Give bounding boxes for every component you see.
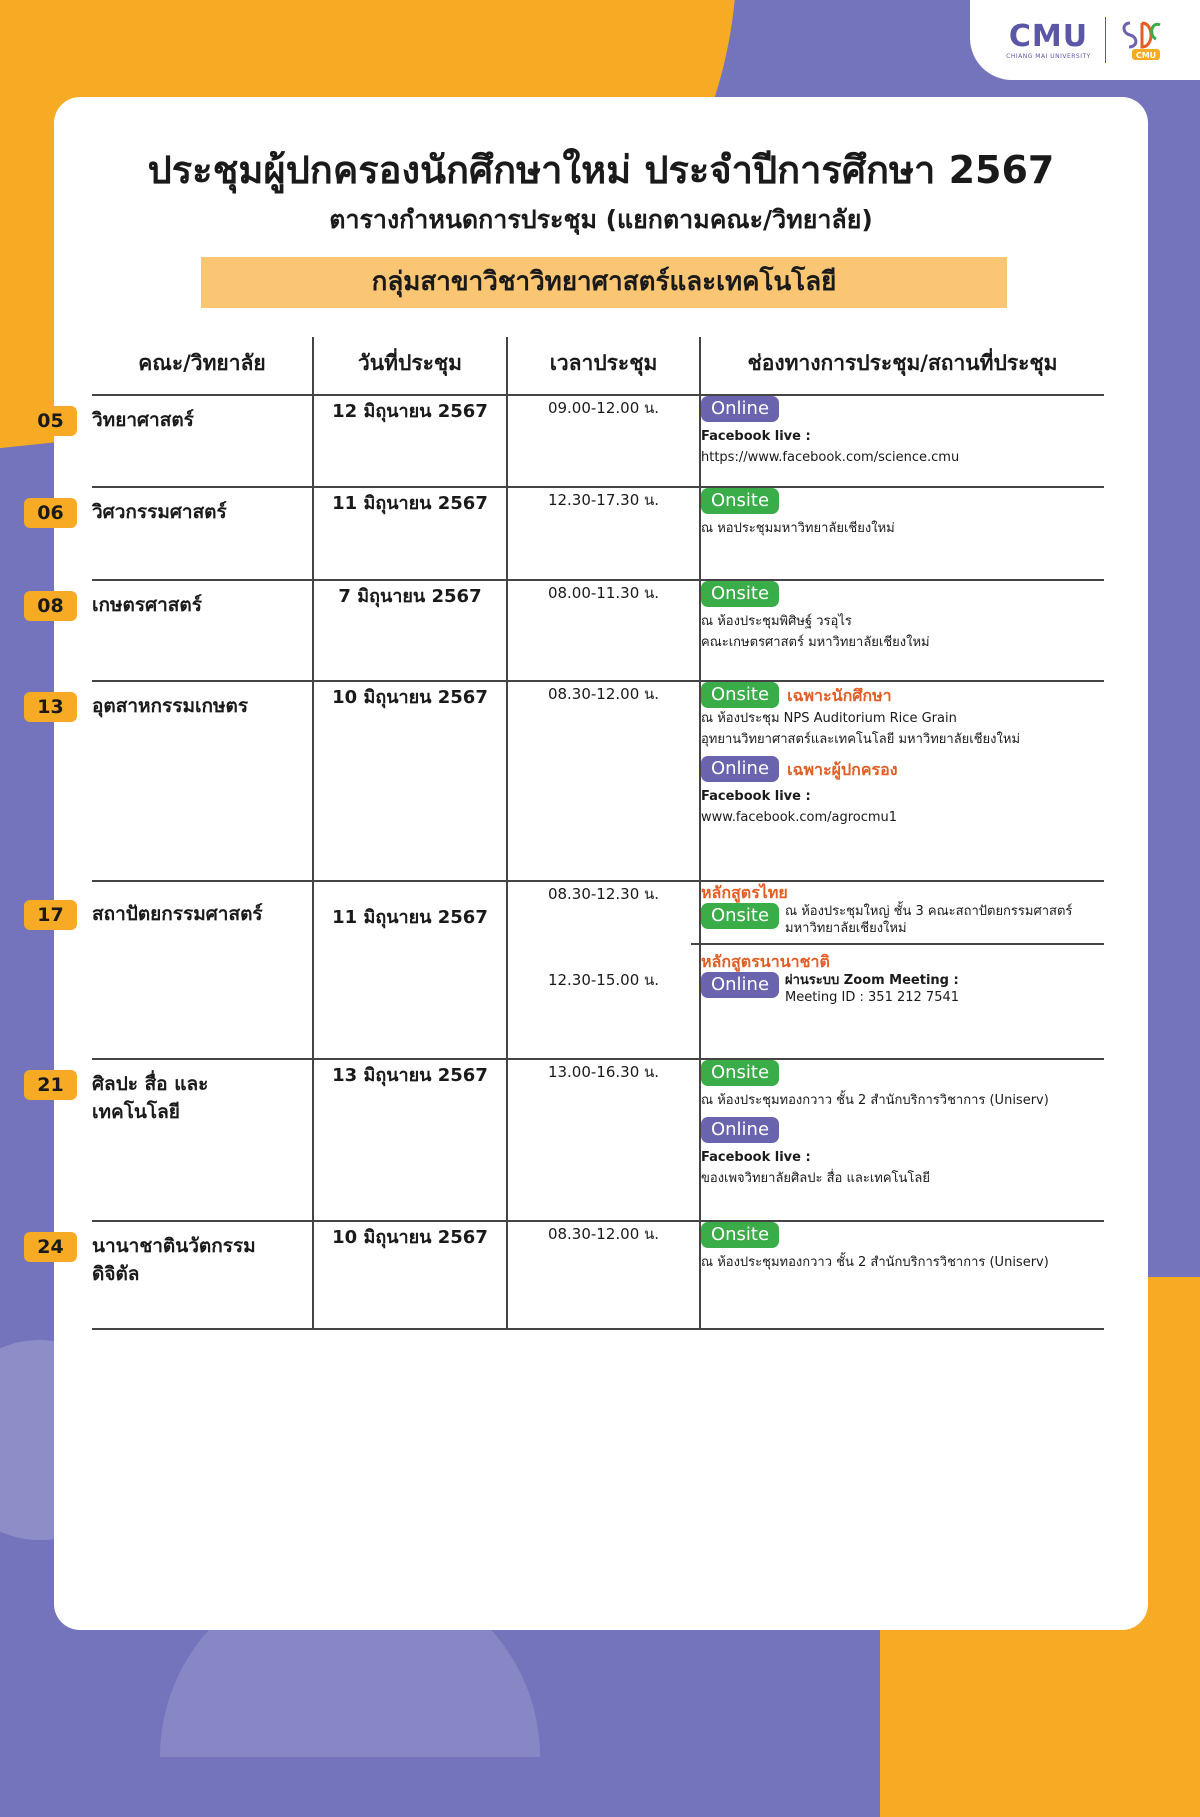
channel-link[interactable]: https://www.facebook.com/science.cmu	[701, 450, 960, 465]
date-cell: 13 มิถุนายน 2567	[313, 1059, 507, 1221]
faculty-code-badge: 17	[24, 900, 77, 930]
channel-cell	[700, 1221, 1104, 1329]
table-row	[92, 881, 1104, 1059]
page-title: ประชุมผู้ปกครองนักศึกษาใหม่ ประจำปีการศึกษา 2567	[147, 148, 1055, 192]
time-cell: 08.30-12.00 น.	[507, 1221, 700, 1329]
onsite-tag: Onsite	[701, 682, 779, 708]
program-divider	[691, 943, 1104, 1006]
schedule-table	[37, 337, 1104, 1330]
time-slot: 12.30-15.00 น.	[547, 971, 660, 989]
zoom-label: ผ่านระบบ Zoom Meeting :	[785, 973, 959, 988]
col-header-time: เวลาประชุม	[507, 337, 700, 395]
faculty-cell	[37, 881, 313, 1059]
venue-text	[785, 903, 1072, 937]
venue-text: ณ ห้องประชุมพิศิษฐ์ วรอุไร	[701, 614, 852, 629]
time-slot: 08.30-12.30 น.	[547, 885, 660, 903]
faculty-name: วิทยาศาสตร์	[92, 409, 194, 431]
channel-cell	[700, 881, 1104, 1059]
audience-note: เฉพาะนักศึกษา	[787, 685, 892, 705]
faculty-name-line: นานาชาตินวัตกรรม	[92, 1235, 256, 1257]
channel-label: Facebook live :	[701, 429, 811, 444]
cmu-logo-tagline: CHIANG MAI UNIVERSITY	[1006, 52, 1091, 60]
time-cell: 08.30-12.00 น.	[507, 681, 700, 881]
venue-text: ณ ห้องประชุม NPS Auditorium Rice Grain	[701, 711, 957, 726]
online-tag: Online	[701, 396, 779, 422]
faculty-name	[92, 1060, 312, 1126]
faculty-name-line: ศิลปะ สื่อ และ	[92, 1073, 209, 1095]
date-cell: 10 มิถุนายน 2567	[313, 1221, 507, 1329]
table-row	[92, 1059, 1104, 1221]
col-header-faculty: คณะ/วิทยาลัย	[92, 337, 313, 395]
channel-label: Facebook live :	[701, 1150, 811, 1165]
online-block	[701, 972, 1104, 1006]
faculty-name	[92, 1222, 312, 1288]
channel-page: ของเพจวิทยาลัยศิลปะ สื่อ และเทคโนโลยี	[701, 1171, 930, 1186]
faculty-name-line: ดิจิตัล	[92, 1263, 140, 1285]
channel-cell	[700, 681, 1104, 881]
faculty-cell	[37, 1059, 313, 1221]
venue-text: อุทยานวิทยาศาสตร์และเทคโนโลยี มหาวิทยาลัยเชียงใหม่	[701, 732, 1021, 747]
venue-text: ณ ห้องประชุมทองกวาว ชั้น 2 สำนักบริการวิชาการ (Uniserv)	[701, 1093, 1049, 1108]
channel-label: Facebook live :	[701, 789, 811, 804]
onsite-block	[701, 903, 1104, 937]
logo-divider	[1105, 17, 1106, 63]
onsite-tag: Onsite	[701, 581, 779, 607]
page-subtitle: ตารางกำหนดการประชุม (แยกตามคณะ/วิทยาลัย)	[329, 205, 873, 234]
faculty-cell	[37, 395, 313, 487]
date-cell: 7 มิถุนายน 2567	[313, 580, 507, 681]
faculty-cell	[37, 681, 313, 881]
venue-text: ณ หอประชุมมหาวิทยาลัยเชียงใหม่	[701, 521, 895, 536]
zoom-info	[785, 972, 959, 1006]
venue-line: มหาวิทยาลัยเชียงใหม่	[785, 921, 907, 936]
date-cell: 11 มิถุนายน 2567	[313, 487, 507, 580]
channel-cell	[700, 1059, 1104, 1221]
online-tag: Online	[701, 1117, 779, 1143]
channel-link[interactable]: www.facebook.com/agrocmu1	[701, 810, 898, 825]
faculty-cell	[37, 1221, 313, 1329]
program-heading: หลักสูตรไทย	[701, 883, 788, 902]
table-row	[92, 395, 1104, 487]
venue-text: ณ ห้องประชุมทองกวาว ชั้น 2 สำนักบริการวิชาการ (Uniserv)	[701, 1255, 1049, 1270]
faculty-code-badge: 21	[24, 1070, 77, 1100]
faculty-code-badge: 06	[24, 498, 77, 528]
onsite-tag: Onsite	[701, 488, 779, 514]
col-header-channel: ช่องทางการประชุม/สถานที่ประชุม	[700, 337, 1104, 395]
channel-cell	[700, 395, 1104, 487]
faculty-name: วิศวกรรมศาสตร์	[92, 501, 227, 523]
faculty-name: สถาปัตยกรรมศาสตร์	[92, 903, 263, 925]
audience-note: เฉพาะผู้ปกครอง	[787, 759, 898, 779]
cmu-logo-text: CMU	[1008, 18, 1089, 54]
table-row	[92, 681, 1104, 881]
group-banner: กลุ่มสาขาวิชาวิทยาศาสตร์และเทคโนโลยี	[201, 257, 1007, 308]
venue-line: ณ ห้องประชุมใหญ่ ชั้น 3 คณะสถาปัตยกรรมศาสตร์	[785, 904, 1073, 919]
meeting-id: Meeting ID : 351 212 7541	[785, 990, 960, 1005]
schedule-card	[37, 97, 1148, 1630]
faculty-code-badge: 05	[24, 406, 77, 436]
date-cell: 12 มิถุนายน 2567	[313, 395, 507, 487]
date-cell: 11 มิถุนายน 2567	[313, 881, 507, 1059]
channel-cell	[700, 487, 1104, 580]
faculty-name-line: เทคโนโลยี	[92, 1101, 180, 1123]
col-header-date: วันที่ประชุม	[313, 337, 507, 395]
channel-cell	[700, 580, 1104, 681]
faculty-code-badge: 08	[24, 591, 77, 621]
program-heading: หลักสูตรนานาชาติ	[701, 952, 830, 971]
logo-box	[970, 0, 1200, 80]
onsite-tag: Onsite	[701, 1060, 779, 1086]
online-tag: Online	[701, 972, 779, 998]
date-cell: 10 มิถุนายน 2567	[313, 681, 507, 881]
onsite-tag: Onsite	[701, 1222, 779, 1248]
time-cell: 09.00-12.00 น.	[507, 395, 700, 487]
sdg-cmu-logo-icon	[1120, 17, 1164, 63]
time-cell: 08.00-11.30 น.	[507, 580, 700, 681]
onsite-tag: Onsite	[701, 903, 779, 929]
cmu-logo	[1006, 18, 1091, 60]
time-cell	[507, 881, 700, 1059]
svg-text:CMU: CMU	[1135, 51, 1157, 60]
time-cell: 13.00-16.30 น.	[507, 1059, 700, 1221]
table-row	[92, 1221, 1104, 1329]
faculty-name: อุตสาหกรรมเกษตร	[92, 695, 249, 717]
online-tag: Online	[701, 756, 779, 782]
venue-text: คณะเกษตรศาสตร์ มหาวิทยาลัยเชียงใหม่	[701, 635, 930, 650]
table-row	[92, 580, 1104, 681]
time-cell: 12.30-17.30 น.	[507, 487, 700, 580]
table-row	[92, 487, 1104, 580]
faculty-cell	[37, 580, 313, 681]
faculty-code-badge: 13	[24, 692, 77, 722]
table-header-row	[92, 337, 1104, 395]
faculty-name: เกษตรศาสตร์	[92, 594, 202, 616]
faculty-cell	[37, 487, 313, 580]
faculty-code-badge: 24	[24, 1232, 77, 1262]
